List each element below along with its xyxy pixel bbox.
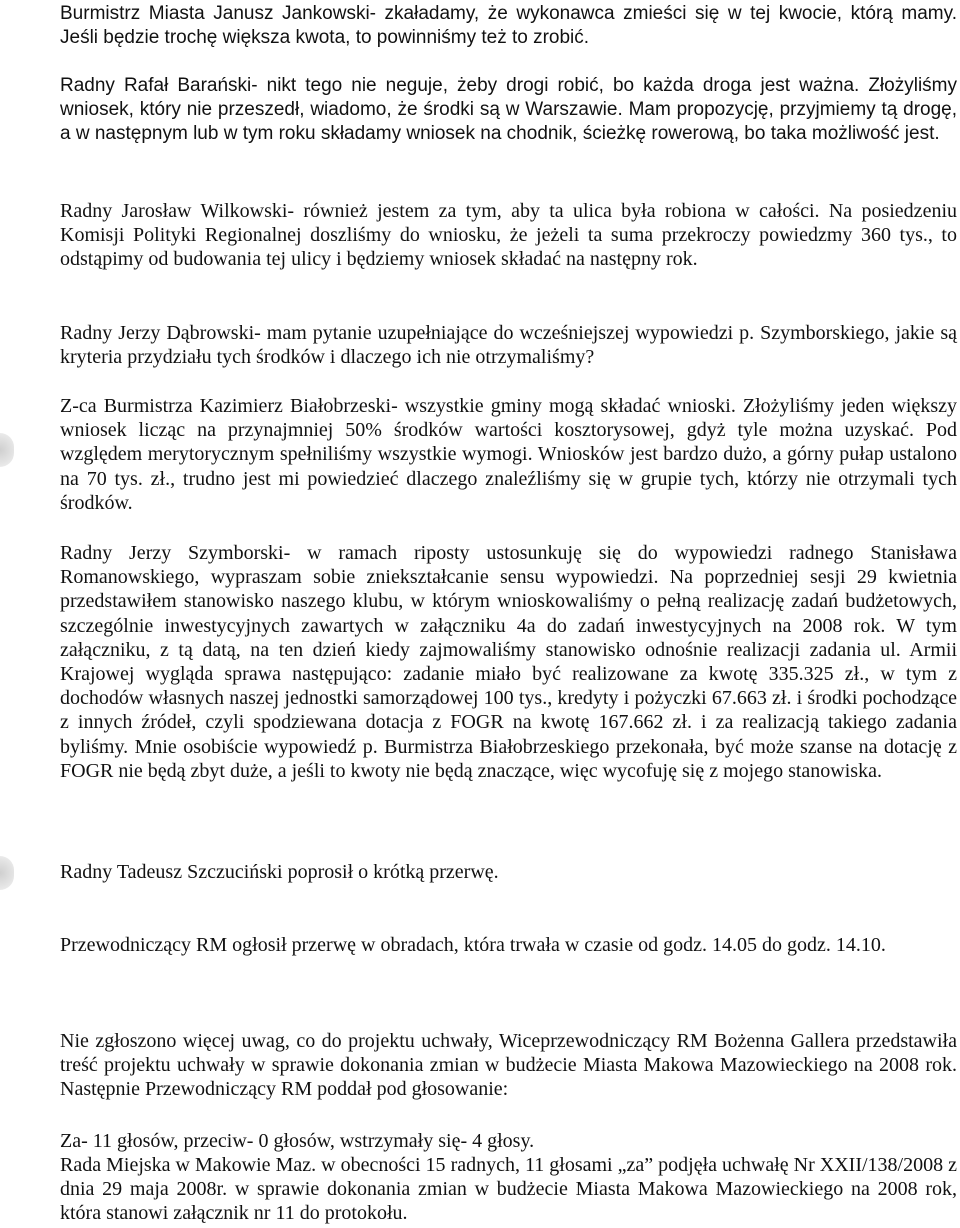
paragraph-burmistrz-jankowski: Burmistrz Miasta Janusz Jankowski- zkaładamy, że wykonawca zmieści się w tej kwocie, którą mamy. Jeśli będzie trochę większa kwota, to powinniśmy też to zrobić. [60, 3, 957, 49]
paragraph-radny-dabrowski: Radny Jerzy Dąbrowski- mam pytanie uzupełniające do wcześniejszej wypowiedzi p. Szymborskiego, jakie są kryteria przydziału tych środków i dlaczego ich nie otrzymaliśmy? [60, 322, 957, 369]
paragraph-podjecie-uchwaly: Rada Miejska w Makowie Maz. w obecności 15 radnych, 11 głosami „za” podjęła uchwałę Nr XXII/138/2008 z dnia 29 maja 2008r. w sprawie dokonania zmian w budżecie Miasta Makowa Mazowieckiego na 2008 rok, która stanowi załącznik nr 11 do protokołu. [60, 1154, 957, 1225]
paragraph-radny-szymborski: Radny Jerzy Szymborski- w ramach riposty ustosunkuję się do wypowiedzi radnego Stanisława Romanowskiego, wypraszam sobie zniekształcanie sensu wypowiedzi. Na poprzedniej sesji 29 kwietnia przedstawiłem stanowisko naszego klubu, w którym wnioskowaliśmy o pełną realizację zadań budżetowych, szczególnie inwestycyjnych zawartych w załączniku 4a do zadań inwestycyjnych na 2008 rok. W tym załączniku, z tą datą, na ten dzień kiedy zajmowaliśmy stanowisko odnośnie realizacji zadania ul. Armii Krajowej wygląda sprawa następująco: zadanie miało być realizowane za kwotę 335.325 zł., w tym z dochodów własnych naszej jednostki samorządowej 100 tys., kredyty i pożyczki 67.663 zł. i środki pochodzące z innych źródeł, czyli spodziewana dotacja z FOGR na kwotę 167.662 zł. i za realizacją takiego zadania byliśmy. Mnie osobiście wypowiedź p. Burmistrza Białobrzeskiego przekonała, być może szanse na dotację z FOGR nie będą zbyt duże, a jeśli to kwoty nie będą znaczące, więc wycofuję się z mojego stanowiska. [60, 542, 957, 782]
paragraph-radny-baranski: Radny Rafał Barański- nikt tego nie neguje, żeby drogi robić, bo każda droga jest ważna. Złożyliśmy wniosek, który nie przeszedł, wiadomo, że środki są w Warszawie. Mam propozycję, przyjmiemy tą drogę, a w następnym lub w tym roku składamy wniosek na chodnik, ścieżkę rowerową, bo taka możliwość jest. [60, 75, 957, 145]
paragraph-wyniki-glosowania: Za- 11 głosów, przeciw- 0 głosów, wstrzymały się- 4 głosy. [60, 1130, 535, 1152]
paragraph-projekt-uchwaly: Nie zgłoszono więcej uwag, co do projektu uchwały, Wiceprzewodniczący RM Bożenna Gallera przedstawiła treść projektu uchwały w sprawie dokonania zmian w budżecie Miasta Makowa Mazowieckiego na 2008 rok. Następnie Przewodniczący RM poddał pod głosowanie: [60, 1030, 957, 1101]
paragraph-przerwa: Przewodniczący RM ogłosił przerwę w obradach, która trwała w czasie od godz. 14.05 do godz. 14.10. [60, 934, 886, 956]
paragraph-radny-wilkowski: Radny Jarosław Wilkowski- również jestem za tym, aby ta ulica była robiona w całości. Na posiedzeniu Komisji Polityki Regionalnej doszliśmy do wniosku, że jeżeli ta suma przekroczy powiedzmy 360 tys., to odstąpimy od budowania tej ulicy i będziemy wniosek składać na następny rok. [60, 200, 957, 271]
punch-hole-mark [0, 433, 14, 467]
paragraph-radny-szczucinski: Radny Tadeusz Szczuciński poprosił o krótką przerwę. [60, 861, 499, 883]
punch-hole-mark [0, 856, 14, 890]
paragraph-zca-bialobrzeski: Z-ca Burmistrza Kazimierz Białobrzeski- wszystkie gminy mogą składać wnioski. Złożyliśmy jeden większy wniosek licząc na przynajmniej 50% środków wartości kosztorysowej, gdyż tyle można uzyskać. Pod względem merytorycznym spełniliśmy wszystkie wymogi. Wniosków jest bardzo dużo, a górny pułap ustalono na 70 tys. zł., trudno jest mi powiedzieć dlaczego znaleźliśmy się w grupie tych, którzy nie otrzymali tych środków. [60, 395, 957, 514]
